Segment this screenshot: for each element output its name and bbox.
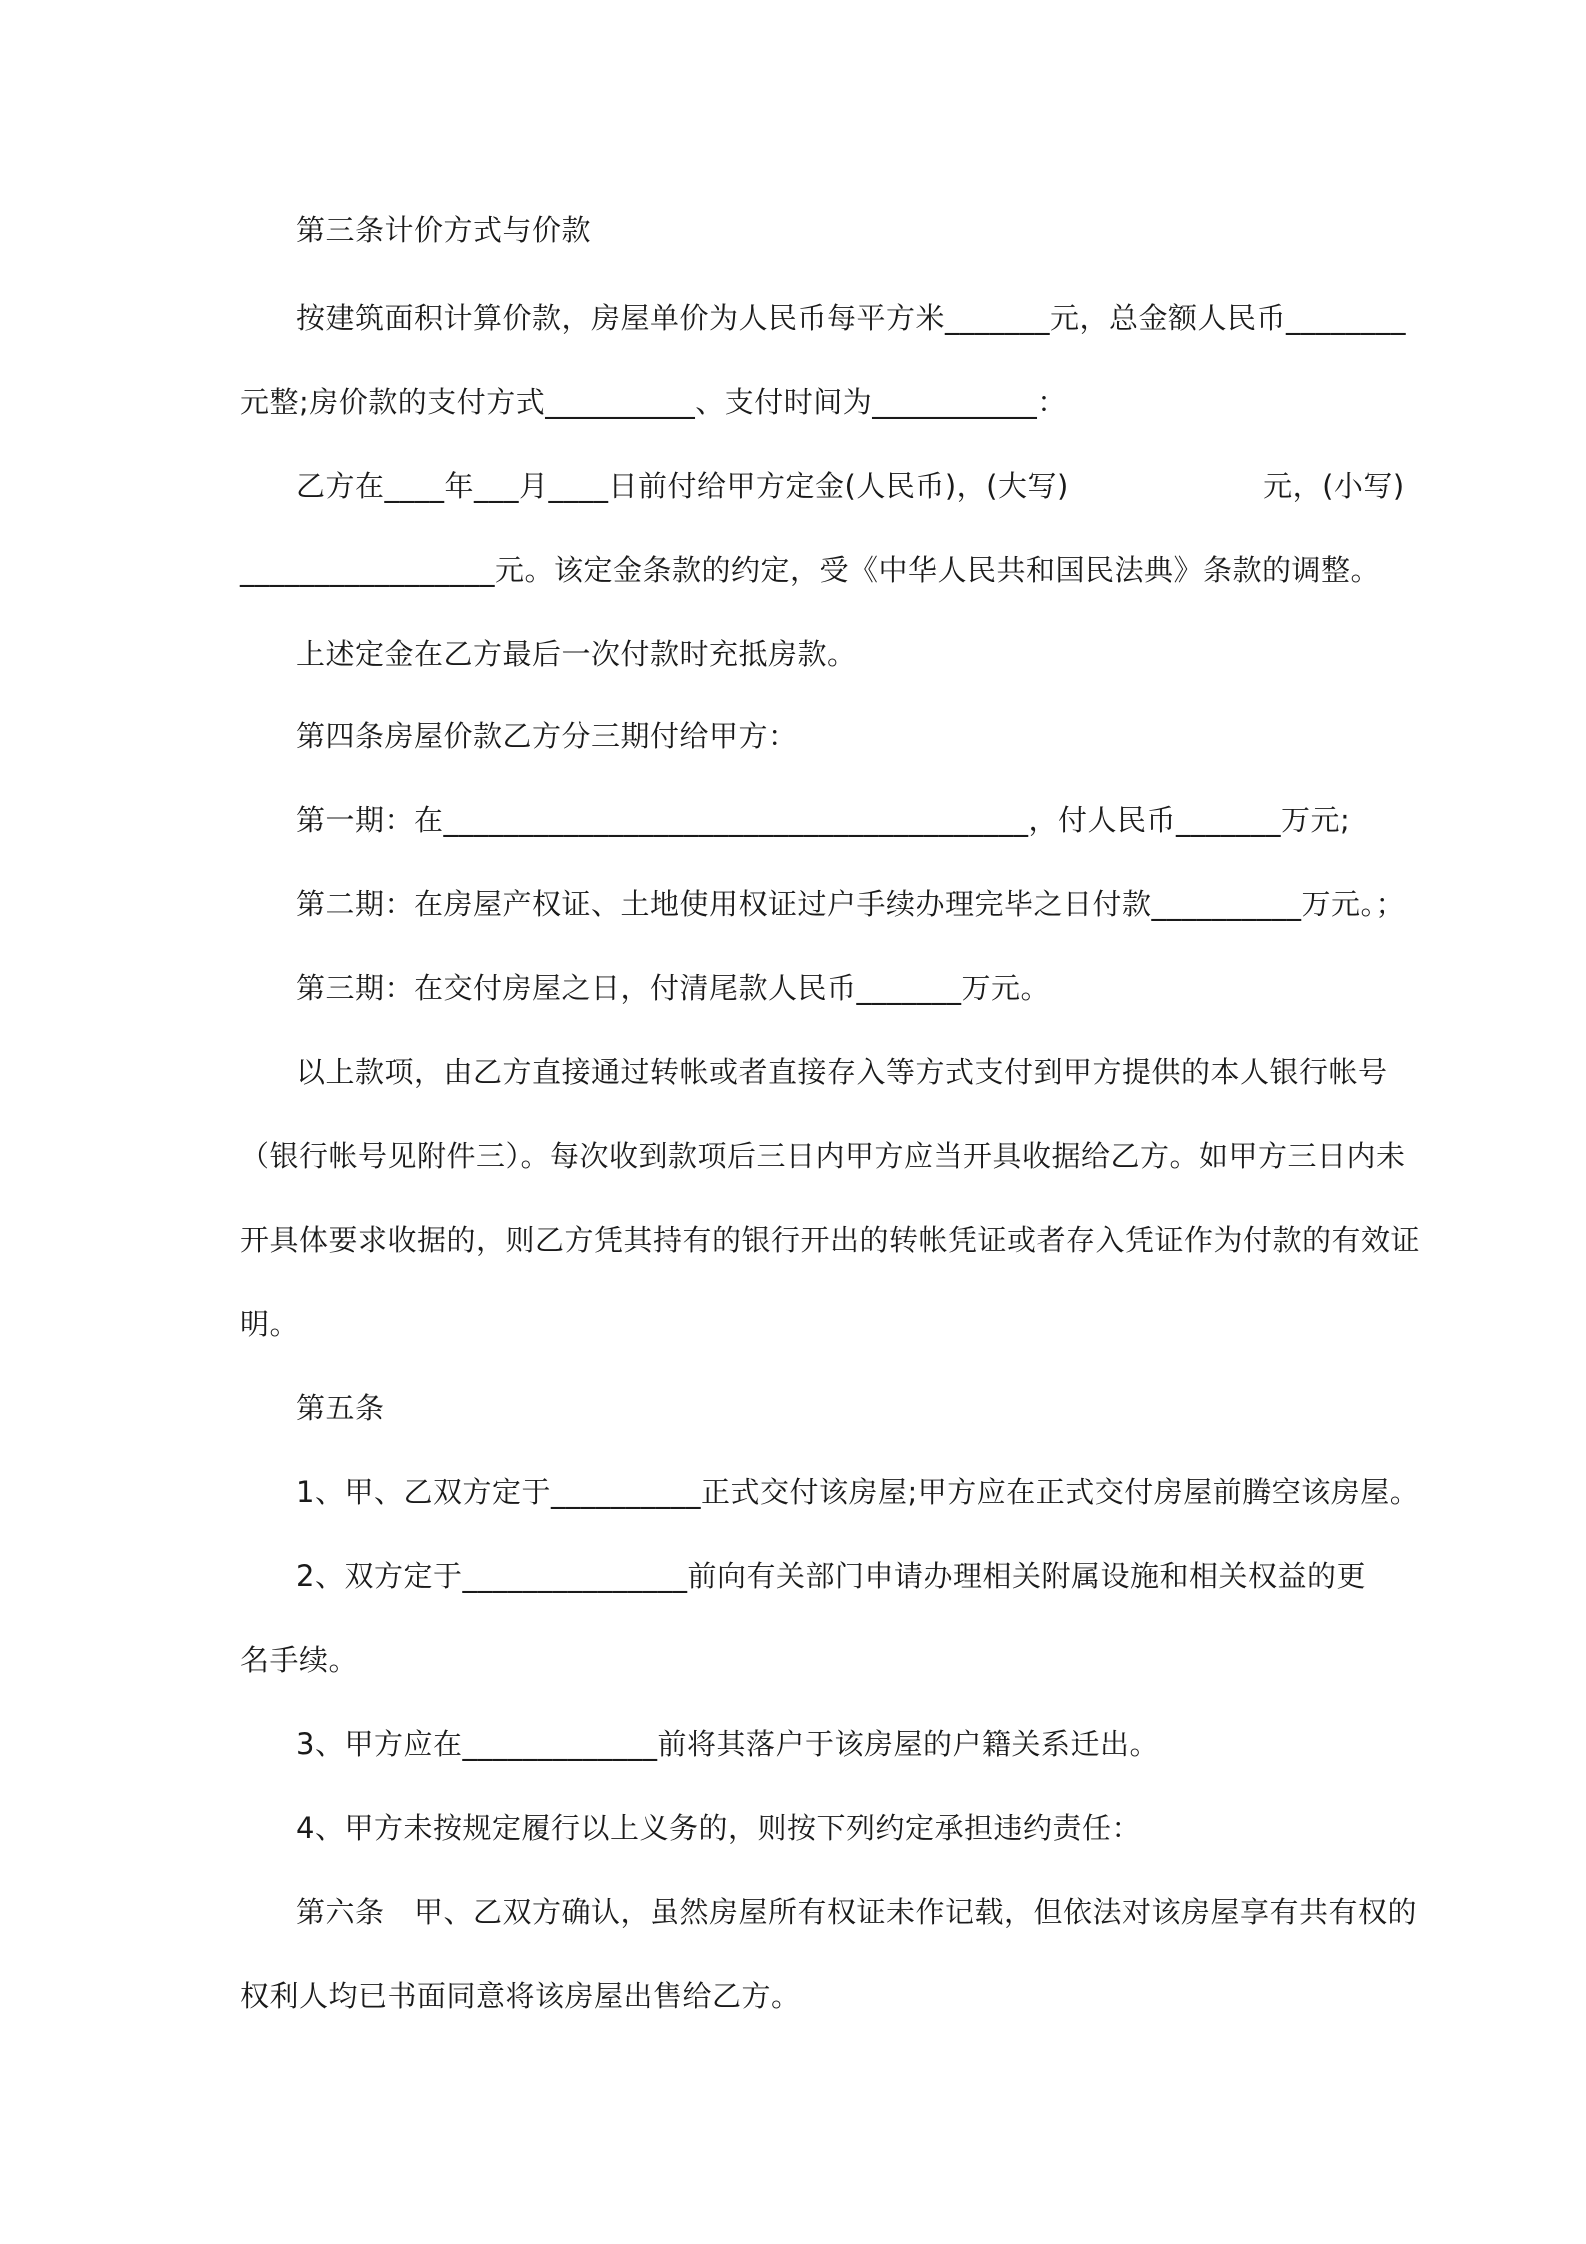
paragraph-line: 按建筑面积计算价款，房屋单价为人民币每平方米_______元，总金额人民币________ [296,301,1407,335]
paragraph-line: （银行帐号见附件三）。每次收到款项后三日内甲方应当开具收据给乙方。如甲方三日内未 [240,1139,1406,1173]
article-3-heading: 第三条计价方式与价款 [296,213,592,247]
paragraph-line: 乙方在____年___月____日前付给甲方定金(人民币)，(大写) 元，(小写) [296,469,1405,503]
article-6-line: 第六条 甲、乙双方确认，虽然房屋所有权证未作记载，但依法对该房屋享有共有权的 [296,1895,1418,1929]
paragraph-line: 以上款项，由乙方直接通过转帐或者直接存入等方式支付到甲方提供的本人银行帐号 [296,1055,1388,1089]
paragraph-line: 第二期：在房屋产权证、土地使用权证过户手续办理完毕之日付款__________万元。； [296,887,1406,921]
article-5-heading: 第五条 [296,1391,385,1425]
paragraph-line: 1、甲、乙双方定于__________正式交付该房屋;甲方应在正式交付房屋前腾空该房屋。 [296,1475,1420,1509]
paragraph-line: 上述定金在乙方最后一次付款时充抵房款。 [296,637,857,671]
paragraph-line: _________________元。该定金条款的约定，受《中华人民共和国民法典》条款的调整。 [240,553,1381,587]
paragraph-line: 第三期：在交付房屋之日，付清尾款人民币_______万元。 [296,971,1051,1005]
paragraph-line: 元整;房价款的支付方式__________、支付时间为___________： [240,385,1067,419]
paragraph-line: 名手续。 [240,1643,359,1677]
paragraph-line: 2、双方定于_______________前向有关部门申请办理相关附属设施和相关权益的更 [296,1559,1366,1593]
paragraph-line: 第一期：在_______________________________________，付人民币_______万元; [296,803,1351,837]
paragraph-line: 4、甲方未按规定履行以上义务的，则按下列约定承担违约责任： [296,1811,1141,1845]
paragraph-line: 3、甲方应在_____________前将其落户于该房屋的户籍关系迁出。 [296,1727,1159,1761]
paragraph-line: 开具体要求收据的，则乙方凭其持有的银行开出的转帐凭证或者存入凭证作为付款的有效证 [240,1223,1421,1257]
article-4-heading: 第四条房屋价款乙方分三期付给甲方： [296,719,798,753]
paragraph-line: 明。 [240,1307,300,1341]
paragraph-line: 权利人均已书面同意将该房屋出售给乙方。 [240,1979,801,2013]
